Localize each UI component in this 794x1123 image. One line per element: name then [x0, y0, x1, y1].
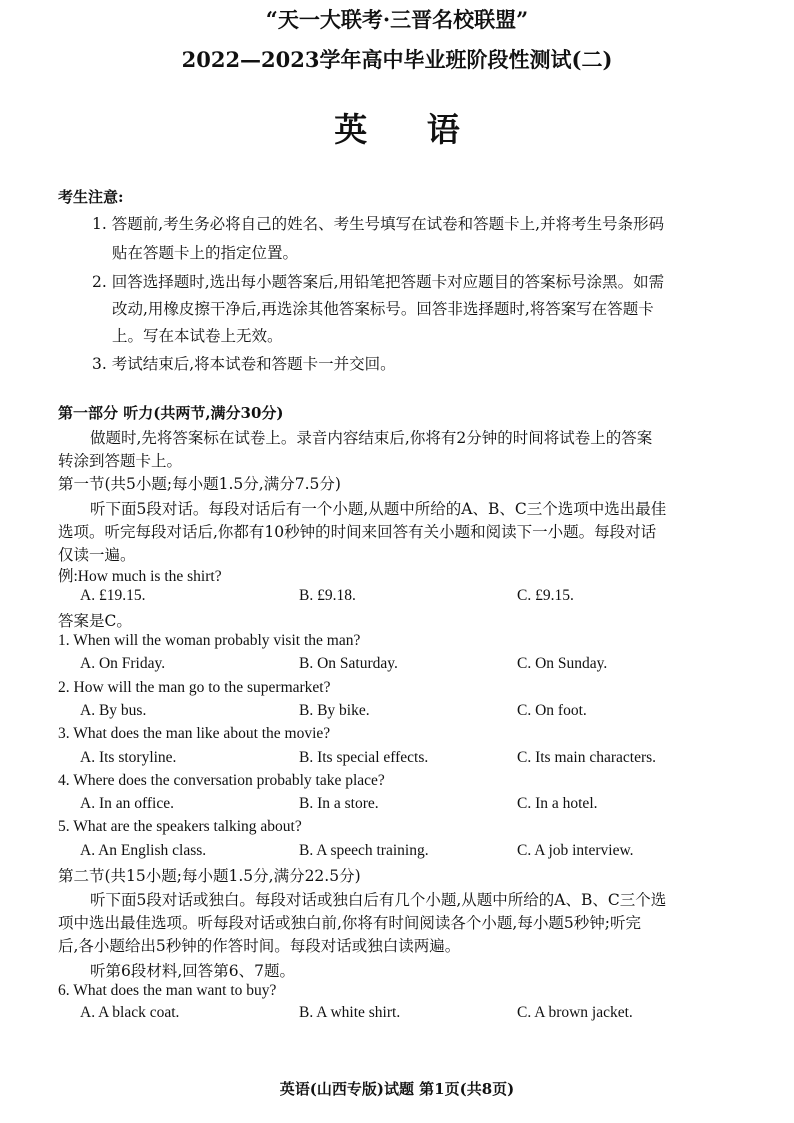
option-2b: B. By bike.	[299, 702, 370, 719]
page-footer: 英语(山西专版)试题 第1页(共8页)	[279, 1080, 515, 1098]
section-intro-line: 听下面5段对话。每段对话后有一个小题,从题中所给的A、B、C三个选项中选出最佳	[90, 500, 667, 518]
option-2a: A. By bus.	[80, 702, 147, 719]
option-5a: A. An English class.	[80, 842, 207, 859]
option-5b: B. A speech training.	[299, 842, 429, 859]
section-intro-line: 项中选出最佳选项。听每段对话或独白前,你将有时间阅读各个小题,每小题5秒钟;听完	[58, 914, 641, 932]
notice-line: 1. 答题前,考生务必将自己的姓名、考生号填写在试卷和答题卡上,并将考生号条形码	[92, 215, 665, 233]
section-intro-line: 选项。听完每段对话后,你都有10秒钟的时间来回答有关小题和阅读下一小题。每段对话	[58, 523, 657, 541]
notice-line: 贴在答题卡上的指定位置。	[112, 244, 299, 262]
subject-title: 英 语	[334, 110, 484, 149]
option-3b: B. Its special effects.	[299, 749, 429, 766]
example-option-a: A. £19.15.	[80, 587, 146, 604]
option-4c: C. In a hotel.	[517, 795, 598, 812]
option-6b: B. A white shirt.	[299, 1004, 401, 1021]
example-option-b: B. £9.18.	[299, 587, 356, 604]
question-1: 1. When will the woman probably visit the man?	[58, 632, 361, 649]
section-title: 第二节(共15小题;每小题1.5分,满分22.5分)	[58, 867, 361, 885]
question-5: 5. What are the speakers talking about?	[58, 818, 302, 835]
option-1b: B. On Saturday.	[299, 655, 398, 672]
option-4b: B. In a store.	[299, 795, 379, 812]
part-intro-line: 做题时,先将答案标在试卷上。录音内容结束后,你将有2分钟的时间将试卷上的答案	[90, 429, 653, 447]
section-title: 第一节(共5小题;每小题1.5分,满分7.5分)	[58, 475, 341, 493]
exam-title: 2022—2023学年高中毕业班阶段性测试(二)	[181, 47, 613, 72]
example-question: 例:How much is the shirt?	[58, 568, 222, 585]
option-4a: A. In an office.	[80, 795, 174, 812]
notice-line: 3. 考试结束后,将本试卷和答题卡一并交回。	[92, 355, 396, 373]
notice-line: 2. 回答选择题时,选出每小题答案后,用铅笔把答题卡对应题目的答案标号涂黑。如需	[92, 273, 665, 291]
section-intro-line: 仅读一遍。	[58, 546, 136, 564]
option-1c: C. On Sunday.	[517, 655, 608, 672]
question-2: 2. How will the man go to the supermarket?	[58, 679, 331, 696]
part-intro-line: 转涂到答题卡上。	[58, 452, 183, 470]
option-5c: C. A job interview.	[517, 842, 634, 859]
part-title: 第一部分 听力(共两节,满分30分)	[58, 404, 284, 422]
question-4: 4. Where does the conversation probably take place?	[58, 772, 385, 789]
example-option-c: C. £9.15.	[517, 587, 574, 604]
option-1a: A. On Friday.	[80, 655, 166, 672]
option-3c: C. Its main characters.	[517, 749, 657, 766]
option-6c: C. A brown jacket.	[517, 1004, 633, 1021]
option-6a: A. A black coat.	[80, 1004, 180, 1021]
material-instruction: 听第6段材料,回答第6、7题。	[90, 962, 296, 980]
notice-line: 改动,用橡皮擦干净后,再选涂其他答案标号。回答非选择题时,将答案写在答题卡	[112, 300, 654, 318]
section-intro-line: 听下面5段对话或独白。每段对话或独白后有几个小题,从题中所给的A、B、C三个选	[90, 891, 667, 909]
option-2c: C. On foot.	[517, 702, 587, 719]
exam-series-title: “天一大联考·三晋名校联盟”	[265, 7, 529, 32]
option-3a: A. Its storyline.	[80, 749, 177, 766]
notice-title: 考生注意:	[58, 188, 124, 206]
question-6: 6. What does the man want to buy?	[58, 982, 277, 999]
question-3: 3. What does the man like about the movie?	[58, 725, 331, 742]
notice-line: 上。写在本试卷上无效。	[112, 327, 283, 345]
example-answer: 答案是C。	[58, 612, 132, 630]
section-intro-line: 后,各小题给出5秒钟的作答时间。每段对话或独白读两遍。	[58, 937, 461, 955]
